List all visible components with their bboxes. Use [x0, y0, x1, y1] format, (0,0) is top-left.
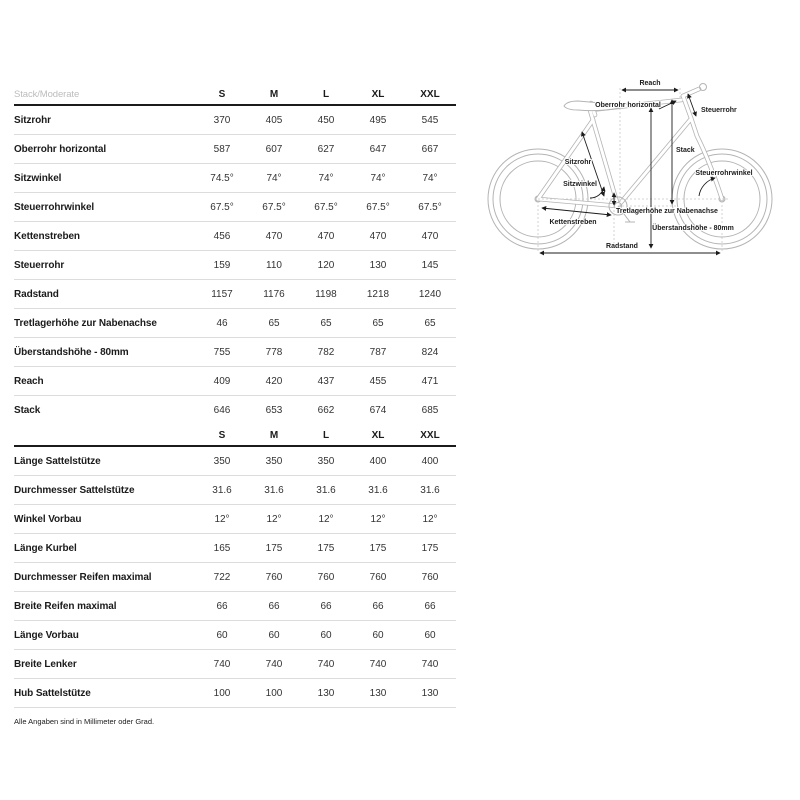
value-cell: 653: [265, 405, 283, 416]
label-reach: Reach: [639, 80, 661, 87]
value-cell: 66: [424, 600, 436, 612]
table-row: [14, 650, 456, 679]
size-header-row: [14, 84, 456, 106]
value-cell: 165: [213, 542, 231, 554]
label-ueberstand: Überstandshöhe - 80mm: [652, 225, 734, 232]
value-cell: 159: [213, 259, 231, 271]
row-label: Überstandshöhe - 80mm: [14, 346, 129, 358]
size-header-cell: L: [322, 429, 330, 441]
value-cell: 145: [421, 259, 439, 271]
size-header-cell: L: [322, 88, 330, 100]
table-row: [14, 563, 456, 592]
value-cell: 31.6: [316, 484, 336, 496]
value-cell: 470: [265, 230, 283, 242]
label-sitzrohr: Sitzrohr: [564, 159, 592, 166]
table-row: [14, 106, 456, 135]
label-stack: Stack: [676, 147, 695, 154]
size-header-cell: XL: [371, 429, 385, 441]
table-row: [14, 338, 456, 367]
value-cell: 66: [268, 600, 280, 612]
table-corner-label: Stack/Moderate: [14, 88, 80, 100]
value-cell: 420: [265, 375, 283, 387]
label-kettenstreben: Kettenstreben: [549, 219, 597, 226]
table-row: [14, 251, 456, 280]
label-sitzwinkel: Sitzwinkel: [563, 181, 597, 188]
value-cell: 67.5°: [314, 201, 338, 213]
value-cell: 65: [372, 317, 384, 329]
value-cell: 66: [320, 600, 332, 612]
value-cell: 350: [265, 455, 283, 467]
row-label: Reach: [14, 375, 44, 387]
value-cell: 74.5°: [210, 172, 234, 184]
value-cell: 60: [268, 629, 280, 641]
row-label: Länge Sattelstütze: [14, 455, 101, 467]
value-cell: 175: [265, 542, 283, 554]
value-cell: 1157: [211, 288, 233, 300]
value-cell: 370: [213, 114, 231, 126]
value-cell: 100: [213, 687, 231, 699]
table-row: [14, 367, 456, 396]
value-cell: 74°: [370, 172, 386, 184]
bike-diagram-svg: [478, 60, 800, 278]
value-cell: 175: [317, 542, 335, 554]
value-cell: 437: [317, 375, 335, 387]
value-cell: 65: [320, 317, 332, 329]
value-cell: 12°: [318, 513, 334, 525]
value-cell: 646: [213, 405, 231, 416]
value-cell: 470: [369, 230, 387, 242]
value-cell: 350: [317, 455, 335, 467]
value-cell: 12°: [214, 513, 230, 525]
value-cell: 46: [216, 317, 228, 329]
table-row: [14, 447, 456, 476]
value-cell: 740: [421, 658, 439, 670]
label-steuerrohrwinkel: Steuerrohrwinkel: [695, 170, 753, 177]
value-cell: 67.5°: [210, 201, 234, 213]
value-cell: 470: [317, 230, 335, 242]
value-cell: 12°: [266, 513, 282, 525]
row-label: Hub Sattelstütze: [14, 687, 91, 699]
table-row: [14, 309, 456, 338]
units-footnote: Alle Angaben sind in Millimeter oder Grad.: [14, 717, 155, 726]
value-cell: 31.6: [420, 484, 440, 496]
value-cell: 175: [369, 542, 387, 554]
value-cell: 722: [213, 571, 231, 583]
value-cell: 778: [265, 346, 283, 358]
bike-geometry-diagram: [478, 60, 800, 278]
table-row: [14, 621, 456, 650]
value-cell: 400: [369, 455, 387, 467]
value-cell: 60: [216, 629, 228, 641]
table-row: [14, 396, 456, 425]
value-cell: 740: [317, 658, 335, 670]
value-cell: 607: [265, 143, 283, 155]
row-label: Oberrohr horizontal: [14, 143, 106, 155]
value-cell: 60: [320, 629, 332, 641]
value-cell: 405: [265, 114, 283, 126]
value-cell: 350: [213, 455, 231, 467]
geometry-table-wrap: [14, 84, 456, 726]
row-label: Breite Reifen maximal: [14, 600, 117, 612]
value-cell: 667: [421, 143, 439, 155]
row-label: Durchmesser Sattelstütze: [14, 484, 135, 496]
row-label: Breite Lenker: [14, 658, 77, 670]
value-cell: 74°: [318, 172, 334, 184]
row-label: Winkel Vorbau: [14, 513, 82, 525]
row-label: Steuerrohr: [14, 259, 65, 271]
value-cell: 760: [421, 571, 439, 583]
value-cell: 545: [421, 114, 439, 126]
row-label: Sitzrohr: [14, 114, 51, 126]
value-cell: 100: [265, 687, 283, 699]
value-cell: 662: [317, 405, 335, 416]
value-cell: 740: [265, 658, 283, 670]
label-steuerrohr: Steuerrohr: [701, 107, 737, 114]
value-cell: 67.5°: [366, 201, 390, 213]
value-cell: 787: [369, 346, 387, 358]
row-label: Stack: [14, 405, 41, 416]
value-cell: 60: [424, 629, 436, 641]
table-row: [14, 135, 456, 164]
value-cell: 74°: [266, 172, 282, 184]
value-cell: 66: [372, 600, 384, 612]
size-header-cell: S: [218, 429, 226, 441]
table-row: [14, 476, 456, 505]
value-cell: 12°: [422, 513, 438, 525]
value-cell: 740: [213, 658, 231, 670]
value-cell: 65: [268, 317, 280, 329]
value-cell: 782: [317, 346, 335, 358]
size-header-cell: XXL: [420, 88, 440, 100]
value-cell: 471: [421, 375, 439, 387]
value-cell: 470: [421, 230, 439, 242]
size-header-cell: M: [269, 88, 279, 100]
value-cell: 31.6: [368, 484, 388, 496]
value-cell: 400: [421, 455, 439, 467]
value-cell: 130: [369, 687, 387, 699]
value-cell: 450: [317, 114, 335, 126]
value-cell: 67.5°: [418, 201, 442, 213]
value-cell: 587: [213, 143, 231, 155]
value-cell: 1240: [418, 288, 442, 300]
value-cell: 110: [266, 259, 282, 271]
table-row: [14, 592, 456, 621]
value-cell: 495: [369, 114, 387, 126]
label-oberrohr: Oberrohr horizontal: [595, 102, 661, 109]
value-cell: 74°: [422, 172, 438, 184]
size-header-cell: M: [269, 429, 279, 441]
value-cell: 175: [421, 542, 439, 554]
value-cell: 647: [369, 143, 387, 155]
row-label: Sitzwinkel: [14, 172, 62, 184]
value-cell: 760: [317, 571, 335, 583]
value-cell: 455: [369, 375, 387, 387]
value-cell: 1176: [263, 288, 285, 300]
row-label: Radstand: [14, 288, 59, 300]
table-row: [14, 534, 456, 563]
value-cell: 66: [216, 600, 228, 612]
table-row: [14, 679, 456, 708]
value-cell: 60: [372, 629, 384, 641]
value-cell: 755: [213, 346, 231, 358]
size-header-cell: XL: [371, 88, 385, 100]
value-cell: 67.5°: [262, 201, 286, 213]
value-cell: 65: [424, 317, 436, 329]
row-label: Kettenstreben: [14, 230, 80, 242]
size-header-row: [14, 425, 456, 447]
value-cell: 1218: [366, 288, 390, 300]
value-cell: 1198: [315, 288, 337, 300]
row-label: Länge Vorbau: [14, 629, 79, 641]
label-radstand: Radstand: [606, 243, 638, 250]
row-label: Steuerrohrwinkel: [14, 201, 95, 213]
value-cell: 409: [213, 375, 231, 387]
table-row: [14, 193, 456, 222]
row-label: Länge Kurbel: [14, 542, 77, 554]
value-cell: 760: [265, 571, 283, 583]
value-cell: 456: [213, 230, 231, 242]
value-cell: 824: [421, 346, 439, 358]
table-row: [14, 505, 456, 534]
value-cell: 120: [317, 259, 335, 271]
value-cell: 130: [421, 687, 439, 699]
value-cell: 130: [317, 687, 335, 699]
handlebar-grip-icon: [700, 84, 707, 91]
geometry-table: [14, 84, 456, 708]
value-cell: 627: [317, 143, 335, 155]
size-header-cell: S: [218, 88, 226, 100]
value-cell: 685: [421, 405, 439, 416]
value-cell: 12°: [370, 513, 386, 525]
row-label: Durchmesser Reifen maximal: [14, 571, 152, 583]
size-header-cell: XXL: [420, 429, 440, 441]
value-cell: 740: [369, 658, 387, 670]
label-tretlager: Tretlagerhöhe zur Nabenachse: [616, 208, 718, 215]
table-row: [14, 164, 456, 193]
table-row: [14, 222, 456, 251]
value-cell: 674: [369, 405, 387, 416]
value-cell: 130: [369, 259, 387, 271]
table-row: [14, 280, 456, 309]
value-cell: 760: [369, 571, 387, 583]
value-cell: 31.6: [264, 484, 284, 496]
value-cell: 31.6: [212, 484, 232, 496]
row-label: Tretlagerhöhe zur Nabenachse: [14, 317, 157, 329]
